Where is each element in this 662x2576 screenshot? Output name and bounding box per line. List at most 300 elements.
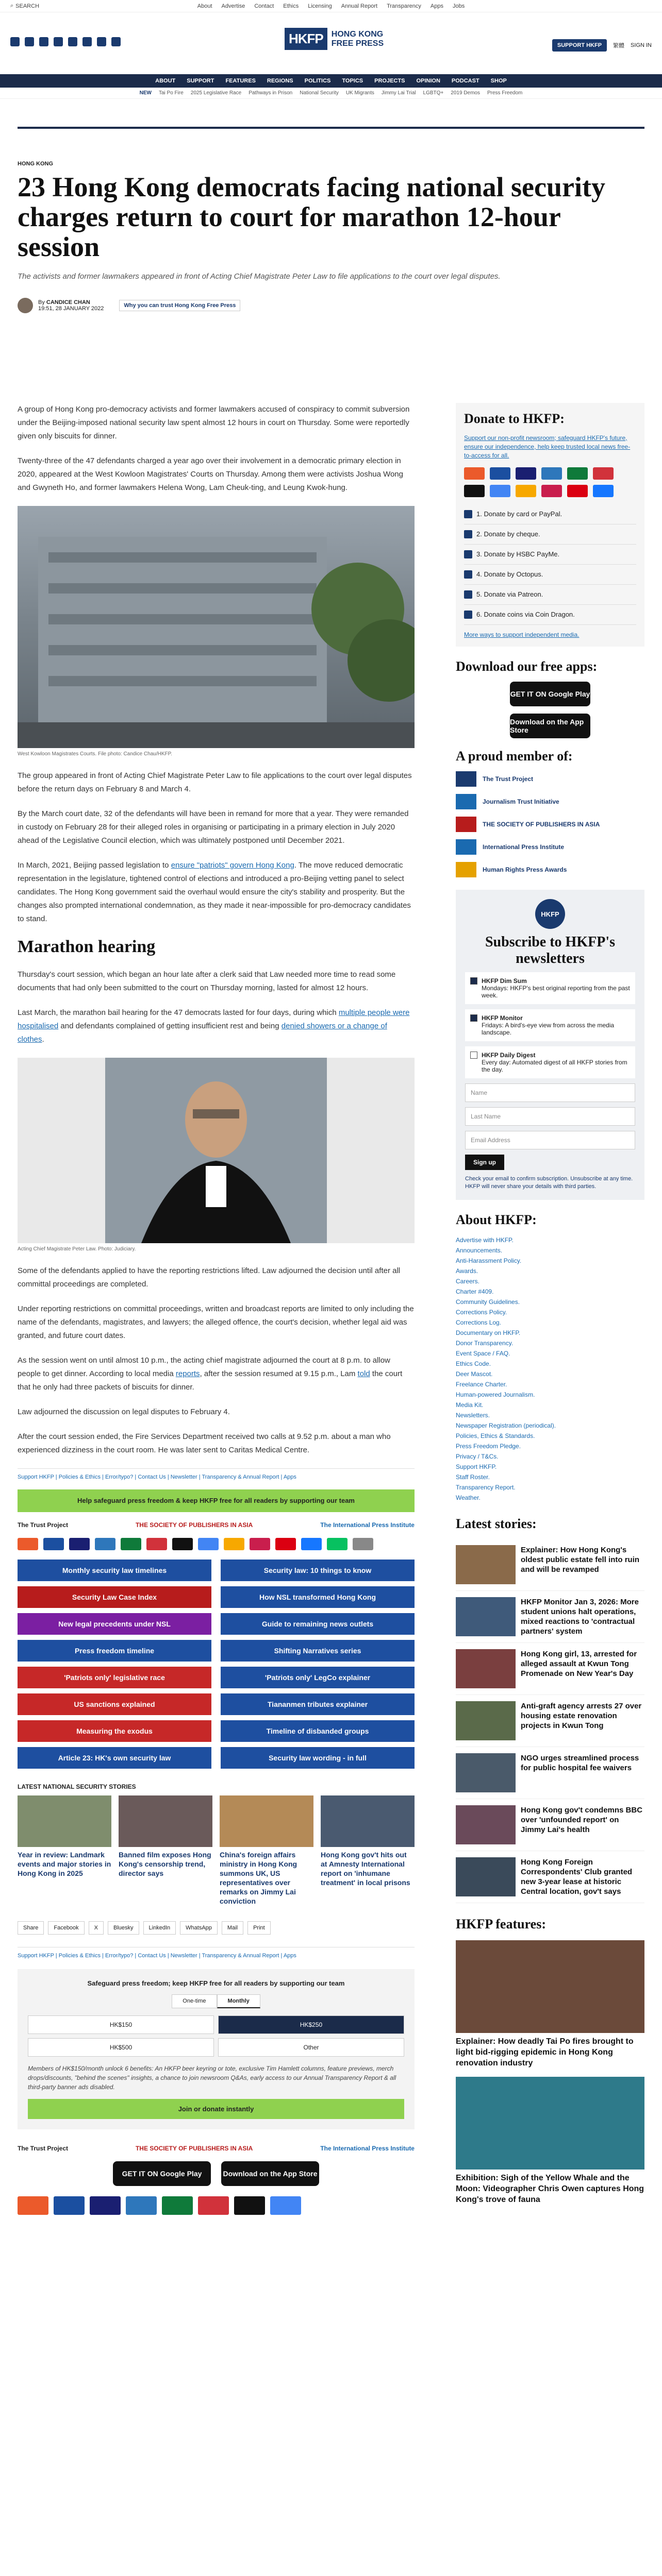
section-heading: Marathon hearing	[18, 937, 156, 956]
newsletter-heading: Subscribe to HKFP's newsletters	[485, 934, 615, 967]
topic-link-button[interactable]: 'Patriots only' legislative race	[18, 1667, 211, 1688]
features-list	[456, 1940, 644, 2205]
share-print[interactable]: Print	[247, 1921, 271, 1935]
share-x[interactable]: X	[89, 1921, 104, 1935]
newsletter-text	[482, 1052, 630, 1073]
option-label: 4. Donate by Octopus.	[476, 570, 543, 578]
paragraph-text: . The move reduced democratic representation in the legislature, tightened control of elections and introduced a pro-Beijing vetting panel to select candidates. The Hong Kong government said the overhaul would ensure the city's stability and prosperity. But the changes also prompted international condemnation, as they made it near-impossible for pro-democracy candidates to stand.	[18, 861, 411, 923]
amount-option[interactable]: HK$150	[28, 2015, 214, 2034]
about-link[interactable]: Event Space / FAQ.	[456, 1350, 510, 1357]
court-building-illustration	[18, 506, 415, 748]
topic-link-button[interactable]: Shifting Narratives series	[221, 1640, 415, 1662]
amount-option[interactable]: HK$500	[28, 2038, 214, 2057]
latest-security-heading: LATEST NATIONAL SECURITY STORIES	[18, 1783, 136, 1790]
story-title: NGO urges streamlined process for public hospital fee waivers	[521, 1754, 639, 1772]
article-kicker[interactable]: HONG KONG	[18, 161, 54, 167]
member-heading: A proud member of:	[456, 749, 573, 764]
telegram-icon[interactable]	[97, 37, 106, 46]
freq-monthly[interactable]: Monthly	[217, 1994, 260, 2008]
payment-methods	[18, 1538, 415, 1550]
about-link[interactable]: Privacy / T&Cs.	[456, 1453, 499, 1460]
topic-link-button[interactable]: Guide to remaining news outlets	[221, 1613, 415, 1635]
newsletter-checkbox[interactable]	[470, 977, 477, 985]
byline	[18, 298, 644, 313]
content-area	[18, 403, 644, 2576]
join-donate-button[interactable]: Join or donate instantly	[28, 2099, 404, 2119]
donate-heading: Donate to HKFP:	[464, 411, 565, 426]
member-org[interactable]	[456, 817, 644, 832]
jcb-icon	[162, 2196, 193, 2215]
topbar-link-transparency[interactable]: Transparency	[387, 3, 421, 9]
nav-shop[interactable]: SHOP	[490, 78, 507, 84]
latest-story[interactable]	[456, 1643, 644, 1695]
paypal-icon	[490, 467, 510, 480]
option-label: 5. Donate via Patreon.	[476, 590, 543, 598]
feature-title: Explainer: How deadly Tai Po fires brought to light bid-rigging epidemic in Hong Kong renovation industry	[456, 2037, 634, 2067]
feature-image	[456, 2077, 644, 2170]
share-linkedin[interactable]: LinkedIn	[143, 1921, 176, 1935]
logo-line-2: FREE PRESS	[331, 39, 384, 48]
logo-line-1: HONG KONG	[331, 29, 384, 39]
topic-link-button[interactable]: US sanctions explained	[18, 1693, 211, 1715]
patriots-link[interactable]: ensure "patriots" govern Hong Kong	[171, 861, 294, 870]
google-play-button[interactable]: GET IT ON Google Play	[510, 682, 590, 706]
topbar-link-advertise[interactable]: Advertise	[221, 3, 245, 9]
last-name-input[interactable]: Last Name	[465, 1107, 635, 1126]
topic-link-button[interactable]: Measuring the exodus	[18, 1720, 211, 1742]
about-link[interactable]: Freelance Charter.	[456, 1381, 507, 1388]
about-link[interactable]: Announcements.	[456, 1247, 503, 1254]
topic-link-button[interactable]: Article 23: HK's own security law	[18, 1747, 211, 1769]
instagram-icon[interactable]	[39, 37, 48, 46]
topbar-link-about[interactable]: About	[197, 3, 212, 9]
donate-payment-icons	[464, 467, 636, 497]
name-input[interactable]: Name	[465, 1083, 635, 1102]
story-title: Year in review: Landmark events and major stories in Hong Kong in 2025	[18, 1851, 111, 1877]
trending-item[interactable]: Tai Po Fire	[158, 90, 184, 96]
member-name: Human Rights Press Awards	[483, 866, 567, 873]
visa-icon	[90, 2196, 121, 2215]
footer-partner-logos	[18, 2145, 415, 2152]
about-link[interactable]: Donor Transparency.	[456, 1340, 514, 1347]
payme-icon	[464, 550, 472, 558]
story-card[interactable]	[119, 1795, 212, 1906]
newsletter-option[interactable]	[465, 1046, 635, 1078]
story-title: HKFP Monitor Jan 3, 2026: More student unions halt operations, mixed reactions to 'contractual partners' system	[521, 1598, 639, 1636]
sign-up-button[interactable]: Sign up	[465, 1155, 504, 1170]
google-pay-icon	[198, 1538, 219, 1550]
fps-icon	[250, 1538, 270, 1550]
about-link[interactable]: Advertise with HKFP.	[456, 1236, 514, 1244]
mastodon-icon[interactable]	[68, 37, 77, 46]
option-label: 1. Donate by card or PayPal.	[476, 510, 562, 518]
search-button[interactable]	[10, 3, 39, 9]
site-header	[0, 12, 662, 74]
x-icon[interactable]	[25, 37, 34, 46]
court-building-photo	[18, 506, 415, 748]
octopus-icon	[516, 485, 536, 497]
newsletter-text	[482, 1014, 630, 1036]
story-thumbnail	[456, 1857, 516, 1896]
header-rule	[18, 127, 644, 129]
nav-support[interactable]: SUPPORT	[187, 78, 214, 84]
trending-item[interactable]: 2025 Legislative Race	[190, 90, 242, 96]
trending-item[interactable]: Pathways in Prison	[249, 90, 293, 96]
alipay-icon	[593, 485, 614, 497]
paragraph	[18, 1354, 415, 1394]
topbar-link-jobs[interactable]: Jobs	[452, 3, 465, 9]
paypal-icon	[54, 2196, 85, 2215]
sopa-logo[interactable]: THE SOCIETY OF PUBLISHERS IN ASIA	[135, 2145, 253, 2152]
unionpay-icon	[593, 467, 614, 480]
paragraph-text: , after the session resumed at 9.15 p.m., Lam	[200, 1369, 358, 1378]
newsletter-name: HKFP Daily Digest	[482, 1052, 536, 1059]
support-banner[interactable]: Help safeguard press freedom & keep HKFP free for all readers by supporting our team	[18, 1489, 415, 1512]
nav-about[interactable]: ABOUT	[155, 78, 176, 84]
feature-card[interactable]	[456, 2077, 644, 2205]
story-thumbnail	[456, 1805, 516, 1844]
story-title: Hong Kong gov't hits out at Amnesty International report on 'inhumane treatment' in local prisons	[321, 1851, 410, 1887]
membership-note: Members of HK$150/month unlock 6 benefits: An HKFP beer keyring or tote, exclusive Tim Hamlett columns, feature previews, merch drops/discounts, "behind the scenes" insights, a chance to join newsroom Q&As, early access to our Annual Transparency Report & all third-party banner ads disabled.	[28, 2065, 396, 2091]
about-link[interactable]: Transparency Report.	[456, 1484, 516, 1491]
topbar-link-licensing[interactable]: Licensing	[308, 3, 332, 9]
facebook-icon[interactable]	[10, 37, 20, 46]
trending-item[interactable]: LGBTQ+	[423, 90, 444, 96]
about-link[interactable]: Documentary on HKFP.	[456, 1329, 521, 1336]
ipi-logo	[456, 839, 476, 855]
newsletter-desc: Fridays: A bird's-eye view from across the media landscape.	[482, 1022, 615, 1036]
unionpay-icon	[146, 1538, 167, 1550]
hrpa-logo	[456, 862, 476, 877]
bluesky-icon[interactable]	[111, 37, 121, 46]
email-input[interactable]: Email Address	[465, 1131, 635, 1149]
topic-link-button[interactable]: Security law: 10 things to know	[221, 1560, 415, 1581]
footer-app-buttons	[18, 2161, 415, 2186]
newsletter-checkbox[interactable]	[470, 1014, 477, 1022]
search-label: SEARCH	[15, 3, 40, 9]
language-toggle[interactable]: 繁體	[613, 43, 625, 49]
topic-link-button[interactable]: Tiananmen tributes explainer	[221, 1693, 415, 1715]
logo-text	[332, 30, 384, 48]
author-name[interactable]: CANDICE CHAN	[46, 299, 90, 306]
story-thumbnail	[119, 1795, 212, 1847]
about-link[interactable]: Community Guidelines.	[456, 1298, 520, 1306]
story-title: Hong Kong girl, 13, arrested for alleged assault at Kwun Tong Promenade on New Year's Day	[521, 1650, 637, 1678]
app-store-button[interactable]: Download on the App Store	[221, 2161, 319, 2186]
about-link[interactable]: Press Freedom Pledge.	[456, 1443, 521, 1450]
about-link[interactable]: Ethics Code.	[456, 1360, 491, 1367]
nav-opinion[interactable]: OPINION	[416, 78, 440, 84]
about-link[interactable]: Deer Mascot.	[456, 1370, 493, 1378]
author-avatar	[18, 298, 33, 313]
topic-link-button[interactable]: Security Law Case Index	[18, 1586, 211, 1608]
header-actions	[552, 39, 652, 52]
story-title: Explainer: How Hong Kong's oldest public estate fell into ruin and will be revamped	[521, 1546, 640, 1574]
feature-image	[456, 1940, 644, 2033]
mastercard-icon	[18, 2196, 48, 2215]
reports-link[interactable]: reports	[175, 1369, 200, 1378]
latest-story[interactable]	[456, 1591, 644, 1643]
donate-intro[interactable]: Support our non-profit newsroom; safeguard HKFP's future, ensure our independence, help keep trusted local news free-to-access for all.	[464, 434, 631, 459]
latest-story[interactable]	[456, 1539, 644, 1591]
about-link[interactable]: Human-powered Journalism.	[456, 1391, 535, 1398]
nav-projects[interactable]: PROJECTS	[374, 78, 405, 84]
story-thumbnail	[18, 1795, 111, 1847]
about-link[interactable]: Anti-Harassment Policy.	[456, 1257, 522, 1264]
sopa-logo	[456, 817, 476, 832]
story-card[interactable]	[220, 1795, 313, 1906]
about-link[interactable]: Corrections Policy.	[456, 1309, 507, 1316]
donation-widget	[18, 1969, 415, 2129]
trending-item[interactable]: 2019 Demos	[451, 90, 480, 96]
latest-story[interactable]	[456, 1851, 644, 1903]
donate-option[interactable]	[464, 524, 636, 545]
latest-story[interactable]	[456, 1799, 644, 1851]
about-link[interactable]: Policies, Ethics & Standards.	[456, 1432, 535, 1439]
nav-politics[interactable]: POLITICS	[304, 78, 331, 84]
payme-icon	[275, 1538, 296, 1550]
mastercard-icon	[18, 1538, 38, 1550]
story-title: China's foreign affairs ministry in Hong Kong summons UK, US representatives over remarks on Jimmy Lai conviction	[220, 1851, 297, 1905]
visa-icon	[69, 1538, 90, 1550]
story-thumbnail	[456, 1545, 516, 1584]
threads-icon[interactable]	[54, 37, 63, 46]
trending-item[interactable]: UK Migrants	[345, 90, 374, 96]
footer-payment-methods	[18, 2196, 415, 2215]
newsletter-name: HKFP Dim Sum	[482, 977, 527, 985]
article-footer-links[interactable]: Support HKFP | Policies & Ethics | Error/typo? | Contact Us | Newsletter | Transparency & Annual Report | Apps	[18, 1468, 415, 1480]
story-title: Hong Kong gov't condemns BBC over 'unfounded report' on Jimmy Lai's health	[521, 1806, 643, 1834]
donate-option[interactable]	[464, 605, 636, 625]
about-link[interactable]: Careers.	[456, 1278, 480, 1285]
share-whatsapp[interactable]: WhatsApp	[180, 1921, 218, 1935]
latest-stories	[456, 1539, 644, 1903]
member-org[interactable]	[456, 794, 644, 809]
member-org[interactable]	[456, 839, 644, 855]
paragraph: Some of the defendants applied to have the reporting restrictions lifted. Law adjourned the decision until after all committal proceedings are completed.	[18, 1266, 401, 1289]
about-link[interactable]: Support HKFP.	[456, 1463, 497, 1470]
feature-card[interactable]	[456, 1940, 644, 2069]
features-heading: HKFP features:	[456, 1917, 546, 1931]
ipi-logo[interactable]: The International Press Institute	[320, 1521, 415, 1529]
jcb-icon	[121, 1538, 141, 1550]
feature-title: Exhibition: Sigh of the Yellow Whale and the Moon: Videographer Chris Owen captures Hong Kong's trove of fauna	[456, 2174, 644, 2204]
share-mail[interactable]: Mail	[222, 1921, 243, 1935]
site-logo[interactable]	[285, 28, 384, 50]
octopus-icon	[464, 570, 472, 579]
frequency-toggle	[28, 1994, 404, 2008]
paragraph: After the court session ended, the Fire Services Department received two calls at 9.52 p.m. about a man who experienced dizziness in the court room. He was later sent to Caritas Medical Centre.	[18, 1432, 391, 1454]
member-org[interactable]	[456, 771, 644, 787]
newsletter-name: HKFP Monitor	[482, 1014, 523, 1022]
nav-features[interactable]: FEATURES	[225, 78, 256, 84]
topic-link-button[interactable]: Security law wording - in full	[221, 1747, 415, 1769]
member-name: The Trust Project	[483, 775, 534, 783]
newsletter-option[interactable]	[465, 972, 635, 1004]
logo-mark: HKFP	[285, 28, 327, 50]
told-link[interactable]: told	[357, 1369, 370, 1378]
apps-heading: Download our free apps:	[456, 659, 598, 674]
paragraph: Law adjourned the discussion on legal disputes to February 4.	[18, 1408, 230, 1416]
more-ways-link[interactable]: More ways to support independent media.	[464, 631, 580, 638]
newsletter-desc: Every day: Automated digest of all HKFP stories from the day.	[482, 1059, 627, 1073]
option-label: 2. Donate by cheque.	[476, 530, 540, 538]
topbar-link-annual-report[interactable]: Annual Report	[341, 3, 378, 9]
nav-topics[interactable]: TOPICS	[342, 78, 363, 84]
topbar-link-contact[interactable]: Contact	[254, 3, 274, 9]
showers-link[interactable]: denied showers or a change of clothes	[18, 1022, 387, 1044]
story-thumbnail	[456, 1649, 516, 1688]
nav-regions[interactable]: REGIONS	[267, 78, 293, 84]
paragraph-text: .	[42, 1035, 44, 1044]
newsletter-badge: HKFP	[535, 899, 565, 929]
donate-option[interactable]	[464, 585, 636, 605]
share-bluesky[interactable]: Bluesky	[108, 1921, 139, 1935]
donate-option[interactable]	[464, 545, 636, 565]
donate-option[interactable]	[464, 565, 636, 585]
trending-bar	[0, 88, 662, 99]
security-story-cards	[18, 1795, 415, 1906]
sidebar	[456, 403, 644, 2205]
about-link[interactable]: Newspaper Registration (periodical).	[456, 1422, 556, 1429]
paragraph: The group appeared in front of Acting Chief Magistrate Peter Law to file applications to the court over legal disputes before the return days on February 8 and March 4.	[18, 771, 412, 793]
share-label: Share	[18, 1921, 44, 1935]
trust-project-logo[interactable]: The Trust Project	[18, 2145, 69, 2152]
youtube-icon[interactable]	[82, 37, 92, 46]
story-thumbnail	[456, 1597, 516, 1636]
signup-row	[465, 1149, 635, 1170]
about-link[interactable]: Weather.	[456, 1494, 481, 1501]
story-title: Anti-graft agency arrests 27 over housing estate renovation projects in Kwun Tong	[521, 1702, 642, 1730]
story-title: Hong Kong Foreign Correspondents' Club granted new 3-year lease at historic Central location, gov't says	[521, 1858, 633, 1896]
story-card[interactable]	[18, 1795, 111, 1906]
apple-pay-icon	[464, 485, 485, 497]
main-nav	[0, 74, 662, 88]
trending-item[interactable]: Press Freedom	[487, 90, 523, 96]
trending-label: NEW	[139, 90, 152, 96]
topic-link-button[interactable]: Timeline of disbanded groups	[221, 1720, 415, 1742]
topic-link-button[interactable]: 'Patriots only' LegCo explainer	[221, 1667, 415, 1688]
topbar-link-ethics[interactable]: Ethics	[283, 3, 299, 9]
patreon-icon	[464, 590, 472, 599]
nav-podcast[interactable]: PODCAST	[451, 78, 479, 84]
article-standfirst: The activists and former lawmakers appeared in front of Acting Chief Magistrate Peter Law to file applications to the court over legal disputes.	[18, 272, 501, 281]
paragraph: By the March court date, 32 of the defendants will have been in remand for more that a year. They were remanded in custody on February 28 for their alleged roles in organising or participating in a primary election in July 2020 ahead of the Legislative Council election, which was ultimately postponed until December 2021.	[18, 809, 409, 845]
story-thumbnail	[456, 1753, 516, 1792]
member-name: International Press Institute	[483, 843, 565, 851]
about-link[interactable]: Staff Roster.	[456, 1473, 490, 1481]
donate-option[interactable]	[464, 504, 636, 524]
member-org[interactable]	[456, 862, 644, 877]
paragraph-text: In March, 2021, Beijing passed legislation to	[18, 861, 171, 870]
amex-icon	[126, 2196, 157, 2215]
story-thumbnail	[220, 1795, 313, 1847]
photo-caption: Acting Chief Magistrate Peter Law. Photo: Judiciary.	[18, 1246, 136, 1252]
topic-link-button[interactable]: Monthly security law timelines	[18, 1560, 211, 1581]
fps-icon	[541, 485, 562, 497]
trending-item[interactable]: National Security	[300, 90, 339, 96]
mastercard-icon	[464, 467, 485, 480]
app-store-button[interactable]: Download on the App Store	[510, 714, 590, 738]
newsletter-signup	[456, 890, 644, 1200]
story-thumbnail	[456, 1701, 516, 1740]
about-link[interactable]: Awards.	[456, 1267, 478, 1275]
newsletter-checkbox[interactable]	[470, 1052, 477, 1059]
share-bar	[18, 1921, 415, 1935]
paragraph-text: the court that he only had three packets of biscuits for dinner.	[18, 1369, 403, 1392]
member-name: THE SOCIETY OF PUBLISHERS IN ASIA	[483, 821, 600, 828]
amount-option[interactable]: Other	[218, 2038, 404, 2057]
freq-one-time[interactable]: One-time	[172, 1994, 217, 2008]
sopa-logo[interactable]: THE SOCIETY OF PUBLISHERS IN ASIA	[135, 1521, 253, 1529]
about-links	[456, 1235, 644, 1503]
trending-item[interactable]: Jimmy Lai Trial	[381, 90, 416, 96]
jti-logo	[456, 794, 476, 809]
paragraph-text: As the session went on until almost 10 p.m., the acting chief magistrate adjourned the court at 8 p.m. to allow people to get dinner. According to local media	[18, 1356, 390, 1378]
photo-caption: West Kowloon Magistrates Courts. File photo: Candice Chau/HKFP.	[18, 751, 172, 757]
trust-project-logo	[456, 771, 476, 787]
about-link[interactable]: Charter #409.	[456, 1288, 494, 1295]
apple-pay-icon	[172, 1538, 193, 1550]
article-title: 23 Hong Kong democrats facing national security charges return to court for marathon 12-hour session	[18, 172, 605, 262]
google-play-button[interactable]: GET IT ON Google Play	[113, 2161, 211, 2186]
topic-link-button[interactable]: How NSL transformed Hong Kong	[221, 1586, 415, 1608]
paragraph: A group of Hong Kong pro-democracy activists and former lawmakers accused of conspiracy to commit subversion under the Beijing-imposed national security law spent almost 12 hours in court on Thursday. Some were reportedly given only biscuits for dinner.	[18, 405, 410, 440]
newsletter-desc: Mondays: HKFP's best original reporting from the past week.	[482, 985, 630, 999]
partner-logos	[18, 1521, 415, 1529]
paragraph: Twenty-three of the 47 defendants charged a year ago over their involvement in a democratic primary election in 2020, appeared at the West Kowloon Magistrates' Courts on Thursday. Among them were activists Joshua Wong and Gwyneth Ho, and former lawmakers Helena Wong, Lam Cheuk-ting, and Leung Kwok-hung.	[18, 456, 403, 492]
cheque-icon	[464, 530, 472, 538]
share-facebook[interactable]: Facebook	[48, 1921, 84, 1935]
byline-text: By CANDICE CHAN 19:51, 28 JANUARY 2022	[38, 299, 104, 312]
sign-in-link[interactable]: SIGN IN	[631, 42, 652, 48]
story-card[interactable]	[321, 1795, 415, 1906]
donate-panel	[456, 403, 644, 647]
about-link[interactable]: Media Kit.	[456, 1401, 484, 1409]
topic-link-button[interactable]: New legal precedents under NSL	[18, 1613, 211, 1635]
support-hkfp-button[interactable]: SUPPORT HKFP	[552, 39, 607, 52]
paragraph-text: Last March, the marathon bail hearing for the 47 democrats lasted for four days, during which	[18, 1008, 339, 1017]
amex-icon	[95, 1538, 115, 1550]
about-link[interactable]: Newsletters.	[456, 1412, 490, 1419]
google-pay-icon	[270, 2196, 301, 2215]
story-thumbnail	[321, 1795, 415, 1847]
latest-story[interactable]	[456, 1747, 644, 1799]
trust-link[interactable]: Why you can trust Hong Kong Free Press	[119, 300, 240, 311]
topic-link-buttons	[18, 1560, 415, 1769]
option-label: 3. Donate by HSBC PayMe.	[476, 550, 560, 558]
coin-icon	[464, 611, 472, 619]
unionpay-icon	[198, 2196, 229, 2215]
paragraph	[18, 1006, 415, 1046]
social-links	[10, 37, 121, 46]
bottom-links[interactable]: Support HKFP | Policies & Ethics | Error/typo? | Contact Us | Newsletter | Transparency & Annual Report | Apps	[18, 1947, 415, 1959]
amount-options	[28, 2015, 404, 2057]
newsletter-note: Check your email to confirm subscription. Unsubscribe at any time. HKFP will never share your details with third parties.	[465, 1176, 633, 1190]
newsletter-option[interactable]	[465, 1009, 635, 1041]
hospitalised-link[interactable]: multiple people were hospitalised	[18, 1008, 410, 1030]
utility-bar	[0, 0, 662, 12]
amount-option[interactable]: HK$250	[218, 2015, 404, 2034]
trust-project-logo[interactable]: The Trust Project	[18, 1521, 69, 1529]
about-link[interactable]: Corrections Log.	[456, 1319, 502, 1326]
story-title: Banned film exposes Hong Kong's censorship trend, director says	[119, 1851, 211, 1877]
latest-story[interactable]	[456, 1695, 644, 1747]
paragraph: Thursday's court session, which began an hour late after a clerk said that Law needed more time to read some documents that had only been submitted to the court on Thursday morning, lasted for almost 12 hours.	[18, 970, 396, 992]
topic-link-button[interactable]: Press freedom timeline	[18, 1640, 211, 1662]
topbar-link-apps[interactable]: Apps	[430, 3, 443, 9]
ipi-logo[interactable]: The International Press Institute	[320, 2145, 415, 2152]
